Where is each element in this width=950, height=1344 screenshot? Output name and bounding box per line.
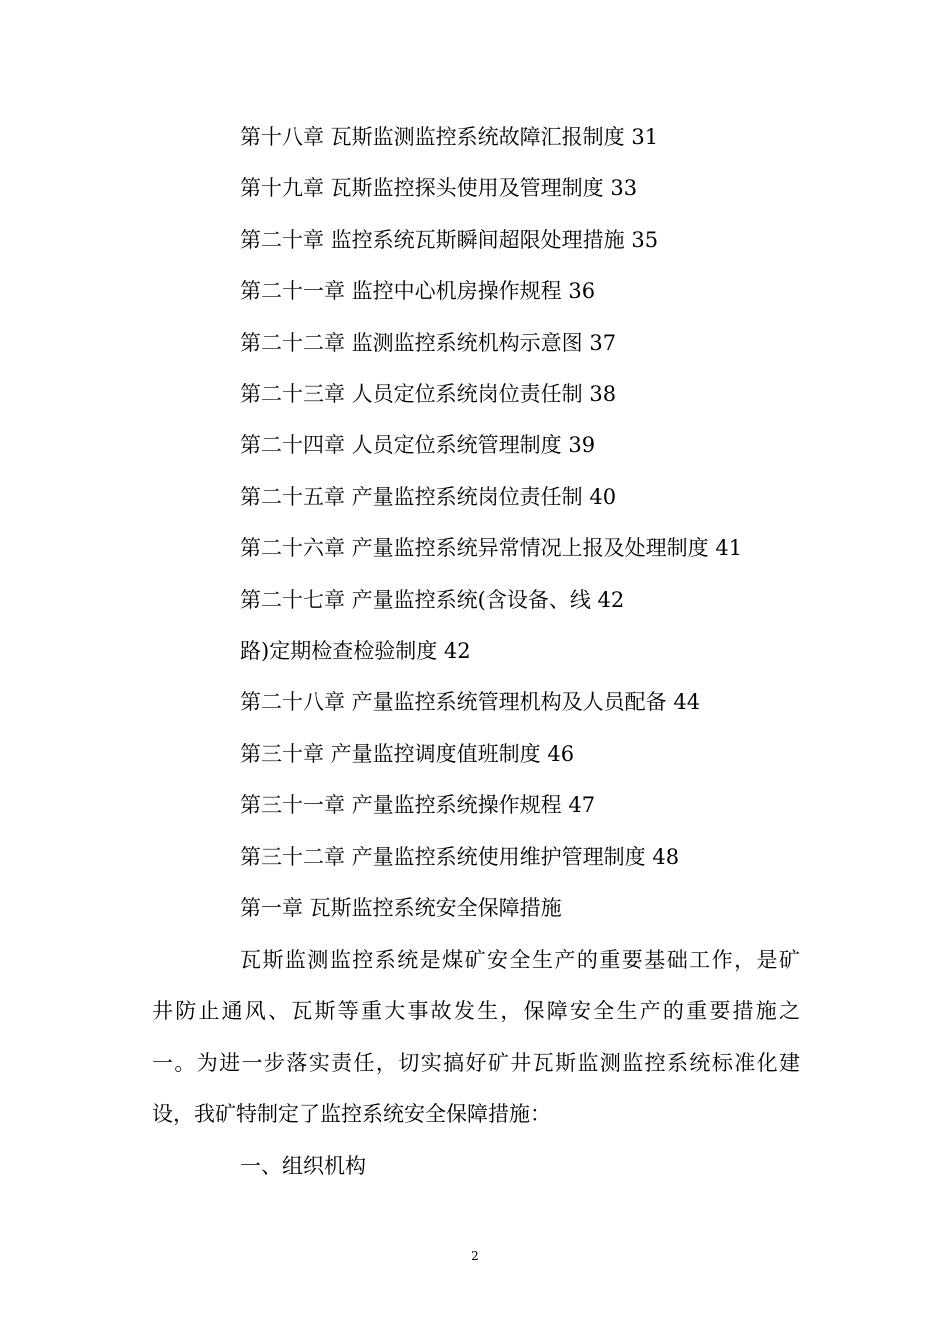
toc-entry: 第三十一章 产量监控系统操作规程 47 (240, 793, 596, 817)
section-heading: 一、组织机构 (240, 1154, 366, 1178)
toc-entry: 第二十五章 产量监控系统岗位责任制 40 (240, 485, 617, 509)
toc-entry: 第二十八章 产量监控系统管理机构及人员配备 44 (240, 690, 701, 714)
toc-entry: 第二十二章 监测监控系统机构示意图 37 (240, 331, 617, 355)
toc-entry: 第十八章 瓦斯监测监控系统故障汇报制度 31 (240, 125, 659, 149)
paragraph-line: 一。为进一步落实责任，切实搞好矿井瓦斯监测监控系统标准化建 (152, 1051, 800, 1075)
toc-entry: 路)定期检查检验制度 42 (240, 639, 471, 663)
toc-entry: 第二十三章 人员定位系统岗位责任制 38 (240, 382, 617, 406)
toc-entry: 第三十二章 产量监控系统使用维护管理制度 48 (240, 845, 680, 869)
paragraph-line: 设，我矿特制定了监控系统安全保障措施： (152, 1102, 551, 1126)
toc-entry: 第十九章 瓦斯监控探头使用及管理制度 33 (240, 176, 638, 200)
toc-entry: 第二十四章 人员定位系统管理制度 39 (240, 433, 596, 457)
toc-entry: 第二十章 监控系统瓦斯瞬间超限处理措施 35 (240, 228, 659, 252)
paragraph-line: 瓦斯监测监控系统是煤矿安全生产的重要基础工作，是矿 (240, 948, 800, 972)
toc-entry: 第三十章 产量监控调度值班制度 46 (240, 742, 575, 766)
paragraph-line: 井防止通风、瓦斯等重大事故发生，保障安全生产的重要措施之 (152, 999, 800, 1023)
toc-entry: 第二十一章 监控中心机房操作规程 36 (240, 279, 596, 303)
toc-entry: 第二十六章 产量监控系统异常情况上报及处理制度 41 (240, 536, 743, 560)
page-number: 2 (471, 1249, 479, 1263)
toc-entry: 第二十七章 产量监控系统(含设备、线 42 (240, 588, 625, 612)
chapter-title: 第一章 瓦斯监控系统安全保障措施 (240, 896, 562, 920)
